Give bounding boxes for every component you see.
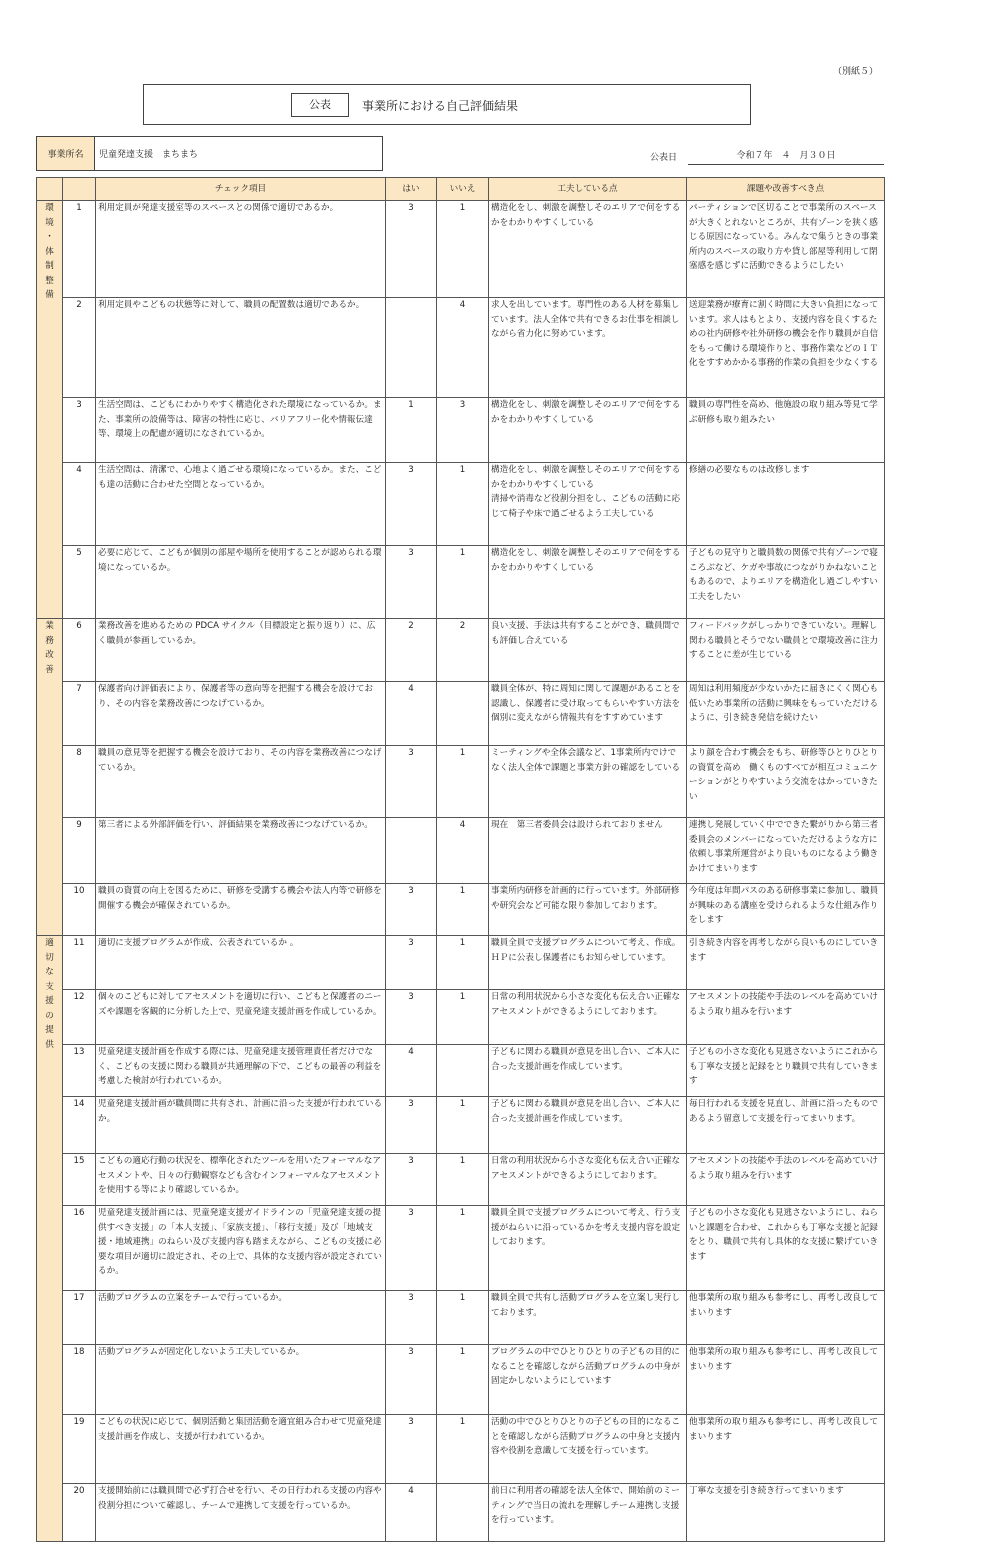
yes-count: 3 bbox=[386, 1291, 437, 1345]
table-row bbox=[37, 936, 885, 990]
effort-text: 求人を出しています。専門性のある人材を募集しています。法人全体で共有できるお仕事を相談しながら省力化に努めています。 bbox=[489, 298, 687, 398]
item-number: 2 bbox=[63, 298, 96, 398]
effort-text: 職員全体が、特に周知に関して課題があることを認識し、保護者に受け取ってもらいやすい方法を個別に変えながら情報共有をすすめています bbox=[489, 682, 687, 746]
issue-text: 他事業所の取り組みも参考にし、再考し改良してまいります bbox=[687, 1291, 885, 1345]
category-char: 整 bbox=[45, 275, 54, 286]
header-issue: 課題や改善すべき点 bbox=[687, 178, 885, 201]
yes-count: 4 bbox=[386, 682, 437, 746]
no-count: 1 bbox=[437, 1097, 489, 1154]
category-char: 制 bbox=[45, 261, 54, 271]
item-number: 9 bbox=[63, 818, 96, 884]
yes-count: 3 bbox=[386, 884, 437, 936]
category-char: な bbox=[45, 967, 54, 977]
check-item: 職員の資質の向上を図るために、研修を受講する機会や法人内等で研修を開催する機会が確保されているか。 bbox=[96, 884, 386, 936]
effort-text: 職員全員で支援プログラムについて考え、行う支援がねらいに沿っているかを考え支援内容を設定しております。 bbox=[489, 1206, 687, 1291]
category-char: ・ bbox=[45, 232, 54, 242]
effort-text: 構造化をし、刺激を調整しそのエリアで何をするかをわかりやすくしている bbox=[489, 201, 687, 298]
evaluation-table bbox=[36, 177, 885, 1542]
issue-text: より顔を合わす機会をもち、研修等ひとりひとりの資質を高め 働くものすべてが相互コミュニケーションがとりやすいよう交流をはかっていきたい bbox=[687, 746, 885, 818]
item-number: 3 bbox=[63, 398, 96, 463]
check-item: 利用定員が発達支援室等のスペースとの関係で適切であるか。 bbox=[96, 201, 386, 298]
table-row bbox=[37, 398, 885, 463]
no-count: 2 bbox=[437, 619, 489, 682]
table-row bbox=[37, 884, 885, 936]
annex-label: （別紙５） bbox=[832, 67, 878, 77]
check-item: 利用定員やこどもの状態等に対して、職員の配置数は適切であるか。 bbox=[96, 298, 386, 398]
check-item: 業務改善を進めるための PDCA サイクル（目標設定と振り返り）に、広く職員が参画しているか。 bbox=[96, 619, 386, 682]
category-char: 提 bbox=[45, 1025, 54, 1035]
check-item: 生活空間は、清潔で、心地よく過ごせる環境になっているか。また、こども達の活動に合わせた空間となっているか。 bbox=[96, 463, 386, 546]
category-char: 供 bbox=[45, 1039, 54, 1050]
item-number: 16 bbox=[63, 1206, 96, 1291]
item-number: 6 bbox=[63, 619, 96, 682]
table-row bbox=[37, 298, 885, 398]
issue-text: フィードバックがしっかりできていない。理解し関わる職員とそうでない職員とで環境改善に注力することに差が生じている bbox=[687, 619, 885, 682]
item-number: 5 bbox=[63, 546, 96, 619]
no-count: 1 bbox=[437, 1291, 489, 1345]
no-count: 3 bbox=[437, 398, 489, 463]
category-char: 境 bbox=[45, 217, 54, 228]
no-count: 4 bbox=[437, 818, 489, 884]
effort-text: プログラムの中でひとりひとりの子どもの目的になることを確認しながら活動プログラムの中身が固定かしないようにしています bbox=[489, 1345, 687, 1415]
item-number: 4 bbox=[63, 463, 96, 546]
header-effort: 工夫している点 bbox=[489, 178, 687, 201]
header-number bbox=[63, 178, 96, 201]
check-item: 活動プログラムの立案をチームで行っているか。 bbox=[96, 1291, 386, 1345]
table-row bbox=[37, 818, 885, 884]
effort-text: 子どもに関わる職員が意見を出し合い、ご本人に合った支援計画を作成しています。 bbox=[489, 1097, 687, 1154]
effort-text: 職員全員で支援プログラムについて考え、作成。ＨＰに公表し保護者にもお知らせしています。 bbox=[489, 936, 687, 990]
office-label: 事業所名 bbox=[37, 137, 95, 170]
yes-count: 4 bbox=[386, 1045, 437, 1097]
table-row bbox=[37, 1484, 885, 1542]
check-item: 保護者向け評価表により、保護者等の意向等を把握する機会を設けており、その内容を業務改善につなげているか。 bbox=[96, 682, 386, 746]
category-char: 支 bbox=[45, 981, 54, 992]
issue-text: 丁寧な支援を引き続き行ってまいります bbox=[687, 1484, 885, 1542]
category-cell bbox=[37, 201, 63, 619]
effort-text: 前日に利用者の確認を法人全体で、開始前のミーティングで当日の流れを理解しチーム連携し支援を行っています。 bbox=[489, 1484, 687, 1542]
issue-text: 周知は利用頻度が少ないかたに届きにくく関心も低いため事業所の活動に興味をもっていただけるように、引き続き発信を続けたい bbox=[687, 682, 885, 746]
effort-text: ミーティングや全体会議など、1事業所内でけでなく法人全体で課題と事業方針の確認をしている bbox=[489, 746, 687, 818]
table-row bbox=[37, 1154, 885, 1206]
issue-text: 子どもの見守りと職員数の関係で共有ゾーンで寝ころぶなど、ケガや事故につながりかねないこともあるので、よりエリアを構造化し過ごしやすい工夫をしたい bbox=[687, 546, 885, 619]
yes-count: 3 bbox=[386, 1206, 437, 1291]
issue-text: 引き続き内容を再考しながら良いものにしていきます bbox=[687, 936, 885, 990]
table-row bbox=[37, 746, 885, 818]
category-char: 援 bbox=[45, 996, 54, 1006]
no-count: 1 bbox=[437, 1206, 489, 1291]
category-char: 改 bbox=[45, 650, 54, 660]
table-row bbox=[37, 1291, 885, 1345]
yes-count: 3 bbox=[386, 1345, 437, 1415]
category-char: 体 bbox=[45, 246, 54, 257]
yes-count: 3 bbox=[386, 1415, 437, 1484]
check-item: 児童発達支援計画には、児童発達支援ガイドラインの「児童発達支援の提供すべき支援」の「本人支援」、「家族支援」、「移行支援」及び「地域支援・地域連携」のねらい及び支援内容も踏まえながら、こどもの支援に必要な項目が適切に設定され、その上で、具体的な支援内容が設定されているか。 bbox=[96, 1206, 386, 1291]
issue-text: アセスメントの技能や手法のレベルを高めていけるよう取り組みを行います bbox=[687, 1154, 885, 1206]
category-cell bbox=[37, 619, 63, 936]
category-char: 適 bbox=[45, 938, 54, 948]
check-item: こどもの状況に応じて、個別活動と集団活動を適宜組み合わせて児童発達支援計画を作成し、支援が行われているか。 bbox=[96, 1415, 386, 1484]
yes-count: 3 bbox=[386, 546, 437, 619]
issue-text: 他事業所の取り組みも参考にし、再考し改良してまいります bbox=[687, 1415, 885, 1484]
yes-count: 3 bbox=[386, 1154, 437, 1206]
table-header-row bbox=[37, 178, 885, 201]
category-char: 善 bbox=[45, 664, 54, 675]
yes-count: 1 bbox=[386, 398, 437, 463]
issue-text: 今年度は年間パスのある研修事業に参加し、職員が興味のある講座を受けられるような仕組み作りをします bbox=[687, 884, 885, 936]
publication-date: 令和７年 ４ 月３０日 bbox=[688, 148, 884, 165]
check-item: 必要に応じて、こどもが個別の部屋や場所を使用することが認められる環境になっているか。 bbox=[96, 546, 386, 619]
category-char: の bbox=[45, 1010, 54, 1021]
effort-text: 事業所内研修を計画的に行っています。外部研修や研究会など可能な限り参加しております。 bbox=[489, 884, 687, 936]
issue-text: 連携し発展していく中でできた繋がりから第三者委員会のメンバーになっていただけるような方に依頼し事業所運営がより良いものになるよう働きかけてまいります bbox=[687, 818, 885, 884]
effort-text: 日常の利用状況から小さな変化も伝え合い正確なアセスメントができるようにしております。 bbox=[489, 1154, 687, 1206]
issue-text: 子どもの小さな変化も見逃さないようにこれからも丁寧な支援と記録をとり職員で共有していきます bbox=[687, 1045, 885, 1097]
no-count: 1 bbox=[437, 746, 489, 818]
effort-text: 良い支援、手法は共有することができ、職員間でも評価し合えている bbox=[489, 619, 687, 682]
check-item: 児童発達支援計画が職員間に共有され、計画に沿った支援が行われているか。 bbox=[96, 1097, 386, 1154]
table-row bbox=[37, 1097, 885, 1154]
office-box bbox=[36, 136, 383, 171]
issue-text: 送迎業務が療育に割く時間に大きい負担になっています。求人はもとより、支援内容を良くするための社内研修や社外研修の機会を作り職員が自信をもって働ける環境作りと、事務作業などのＩＴ化をすすめかかる事務的作業の負担を少なくする bbox=[687, 298, 885, 398]
item-number: 7 bbox=[63, 682, 96, 746]
issue-text: 職員の専門性を高め、他施設の取り組み等見て学ぶ研修も取り組みたい bbox=[687, 398, 885, 463]
category-char: 切 bbox=[45, 952, 54, 963]
effort-text: 構造化をし、刺激を調整しそのエリアで何をするかをわかりやすくしている bbox=[489, 398, 687, 463]
issue-text: パーティションで区切ることで事業所のスペースが大きくとれないところが、共有ゾーンを狭く感じる原因になっている。みんなで集うときの事業所内のスペースの取り方や貸し部屋等利用して閉塞感を感じずに活動できるようにしたい bbox=[687, 201, 885, 298]
item-number: 12 bbox=[63, 990, 96, 1045]
no-count: 1 bbox=[437, 1154, 489, 1206]
item-number: 13 bbox=[63, 1045, 96, 1097]
no-count: 4 bbox=[437, 298, 489, 398]
check-item: 第三者による外部評価を行い、評価結果を業務改善につなげているか。 bbox=[96, 818, 386, 884]
no-count bbox=[437, 682, 489, 746]
header-no: いいえ bbox=[437, 178, 489, 201]
effort-text: 構造化をし、刺激を調整しそのエリアで何をするかをわかりやすくしている 清掃や消毒など役割分担をし、こどもの活動に応じて椅子や床で過ごせるよう工夫している bbox=[489, 463, 687, 546]
effort-text: 活動の中でひとりひとりの子どもの目的になることを確認しながら活動プログラムの中身と支援内容や役割を意識して支援を行っています。 bbox=[489, 1415, 687, 1484]
effort-text: 職員全員で共有し活動プログラムを立案し実行しております。 bbox=[489, 1291, 687, 1345]
yes-count: 3 bbox=[386, 201, 437, 298]
effort-text: 日常の利用状況から小さな変化も伝え合い正確なアセスメントができるようにしております。 bbox=[489, 990, 687, 1045]
yes-count: 4 bbox=[386, 1484, 437, 1542]
office-name: 児童発達支援 まちまち bbox=[99, 150, 199, 160]
item-number: 15 bbox=[63, 1154, 96, 1206]
yes-count: 3 bbox=[386, 746, 437, 818]
category-cell bbox=[37, 936, 63, 1542]
table-row bbox=[37, 201, 885, 298]
no-count: 1 bbox=[437, 201, 489, 298]
check-item: 支援開始前には職員間で必ず打合せを行い、その日行われる支援の内容や役割分担について確認し、チームで連携して支援を行っているか。 bbox=[96, 1484, 386, 1542]
table-row bbox=[37, 990, 885, 1045]
table-row bbox=[37, 463, 885, 546]
check-item: 活動プログラムが固定化しないよう工夫しているか。 bbox=[96, 1345, 386, 1415]
effort-text: 子どもに関わる職員が意見を出し合い、ご本人に合った支援計画を作成しています。 bbox=[489, 1045, 687, 1097]
item-number: 18 bbox=[63, 1345, 96, 1415]
public-tag: 公表 bbox=[291, 93, 349, 117]
item-number: 19 bbox=[63, 1415, 96, 1484]
table-row bbox=[37, 1345, 885, 1415]
title-box bbox=[143, 84, 751, 125]
yes-count: 2 bbox=[386, 619, 437, 682]
yes-count bbox=[386, 818, 437, 884]
item-number: 14 bbox=[63, 1097, 96, 1154]
item-number: 1 bbox=[63, 201, 96, 298]
table-row bbox=[37, 682, 885, 746]
table-row bbox=[37, 546, 885, 619]
no-count: 1 bbox=[437, 546, 489, 619]
no-count: 1 bbox=[437, 1345, 489, 1415]
check-item: 個々のこどもに対してアセスメントを適切に行い、こどもと保護者のニーズや課題を客観的に分析した上で、児童発達支援計画を作成しているか。 bbox=[96, 990, 386, 1045]
issue-text: アセスメントの技能や手法のレベルを高めていけるよう取り組みを行います bbox=[687, 990, 885, 1045]
header-category bbox=[37, 178, 63, 201]
yes-count: 3 bbox=[386, 463, 437, 546]
no-count: 1 bbox=[437, 463, 489, 546]
issue-text: 修繕の必要なものは改修します bbox=[687, 463, 885, 546]
item-number: 11 bbox=[63, 936, 96, 990]
table-row bbox=[37, 1415, 885, 1484]
yes-count: 3 bbox=[386, 990, 437, 1045]
yes-count bbox=[386, 298, 437, 398]
item-number: 20 bbox=[63, 1484, 96, 1542]
item-number: 10 bbox=[63, 884, 96, 936]
effort-text: 現在 第三者委員会は設けられておりません bbox=[489, 818, 687, 884]
publication-label: 公表日 bbox=[650, 153, 678, 163]
check-item: こどもの適応行動の状況を、標準化されたツールを用いたフォーマルなアセスメントや、日々の行動観察なども含むインフォーマルなアセスメントを使用する等により確認しているか。 bbox=[96, 1154, 386, 1206]
no-count bbox=[437, 1484, 489, 1542]
no-count: 1 bbox=[437, 990, 489, 1045]
no-count: 1 bbox=[437, 884, 489, 936]
item-number: 8 bbox=[63, 746, 96, 818]
issue-text: 他事業所の取り組みも参考にし、再考し改良してまいります bbox=[687, 1345, 885, 1415]
yes-count: 3 bbox=[386, 936, 437, 990]
header-check-item: チェック項目 bbox=[96, 178, 386, 201]
table-row bbox=[37, 619, 885, 682]
no-count bbox=[437, 1045, 489, 1097]
item-number: 17 bbox=[63, 1291, 96, 1345]
check-item: 児童発達支援計画を作成する際には、児童発達支援管理責任者だけでなく、こどもの支援に関わる職員が共通理解の下で、こどもの最善の利益を考慮した検討が行われているか。 bbox=[96, 1045, 386, 1097]
issue-text: 毎日行われる支援を見直し、計画に沿ったものであるよう留意して支援を行ってまいります。 bbox=[687, 1097, 885, 1154]
page-title: 事業所における自己評価結果 bbox=[362, 99, 519, 113]
table-row bbox=[37, 1045, 885, 1097]
check-item: 適切に支援プログラムが作成、公表されているか 。 bbox=[96, 936, 386, 990]
issue-text: 子どもの小さな変化も見逃さないようにし、ねらいと課題を合わせ、これからも丁寧な支援と記録をとり、職員で共有し具体的な支援に繋げていきます bbox=[687, 1206, 885, 1291]
header-yes: はい bbox=[386, 178, 437, 201]
effort-text: 構造化をし、刺激を調整しそのエリアで何をするかをわかりやすくしている bbox=[489, 546, 687, 619]
category-char: 務 bbox=[45, 635, 54, 646]
category-char: 備 bbox=[45, 290, 54, 300]
check-item: 生活空間は、こどもにわかりやすく構造化された環境になっているか。また、事業所の設備等は、障害の特性に応じ、バリアフリー化や情報伝達等、環境上の配慮が適切になされているか。 bbox=[96, 398, 386, 463]
yes-count: 3 bbox=[386, 1097, 437, 1154]
no-count: 1 bbox=[437, 1415, 489, 1484]
no-count: 1 bbox=[437, 936, 489, 990]
check-item: 職員の意見等を把握する機会を設けており、その内容を業務改善につなげているか。 bbox=[96, 746, 386, 818]
table-row bbox=[37, 1206, 885, 1291]
category-char: 業 bbox=[45, 621, 54, 631]
category-char: 環 bbox=[45, 203, 54, 213]
